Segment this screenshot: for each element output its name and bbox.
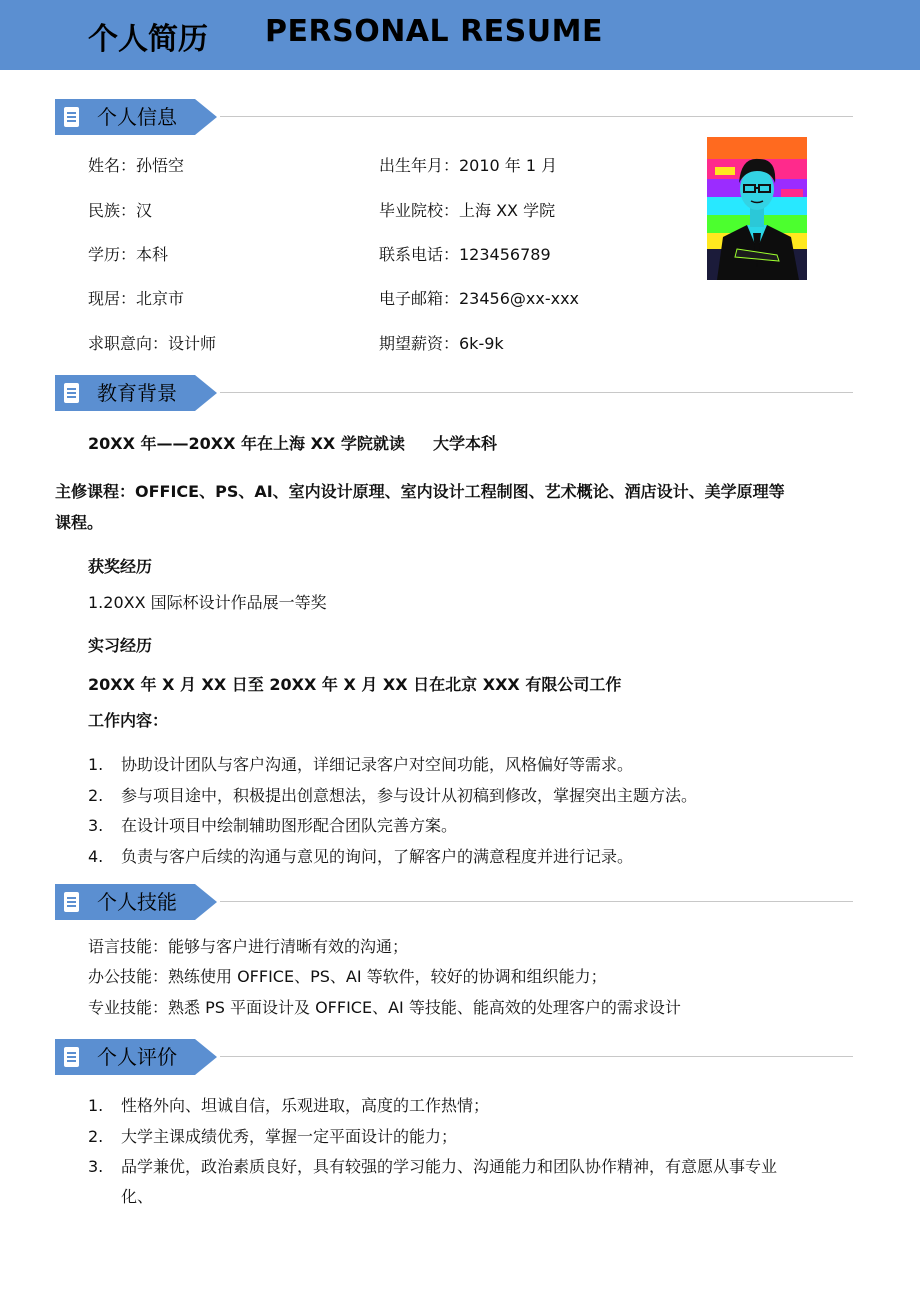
education-courses-line1: 主修课程：OFFICE、PS、AI、室内设计原理、室内设计工程制图、艺术概论、酒店设计、美学原理等 xyxy=(55,482,785,501)
work-item-number: 4. xyxy=(88,847,104,866)
section-divider xyxy=(220,1056,853,1057)
section-title-education: 教育背景 xyxy=(97,381,177,405)
section-title-skills: 个人技能 xyxy=(97,890,177,914)
skill-professional: 专业技能：熟悉 PS 平面设计及 OFFICE、AI 等技能、能高效的处理客户的需求设计 xyxy=(88,998,681,1017)
section-header-info xyxy=(55,99,855,135)
work-item-number: 2. xyxy=(88,786,104,805)
work-content-title: 工作内容： xyxy=(88,711,169,730)
section-header-skills xyxy=(55,884,855,920)
resume-title-cn: 个人简历 xyxy=(88,22,208,57)
section-divider xyxy=(220,116,853,117)
info-name: 姓名：孙悟空 xyxy=(88,156,185,175)
section-title-evaluation: 个人评价 xyxy=(97,1045,177,1069)
work-item-text: 负责与客户后续的沟通与意见的询问，了解客户的满意程度并进行记录。 xyxy=(121,847,634,866)
info-job: 求职意向：设计师 xyxy=(88,334,217,353)
work-item-text: 在设计项目中绘制辅助图形配合团队完善方案。 xyxy=(121,816,458,835)
resume-title-en: PERSONAL RESUME xyxy=(265,14,603,49)
section-divider xyxy=(220,392,853,393)
evaluation-item-text-continued: 化、 xyxy=(121,1187,154,1206)
internship-title: 实习经历 xyxy=(88,636,153,655)
education-period: 20XX 年——20XX 年在上海 XX 学院就读 xyxy=(88,434,405,453)
work-item-number: 3. xyxy=(88,816,104,835)
info-salary: 期望薪资：6k-9k xyxy=(379,334,504,353)
awards-title: 获奖经历 xyxy=(88,557,153,576)
section-title-info: 个人信息 xyxy=(97,105,177,129)
notebook-icon xyxy=(64,1047,79,1067)
info-birth: 出生年月：2010 年 1 月 xyxy=(379,156,558,175)
evaluation-item-text: 品学兼优，政治素质良好，具有较强的学习能力、沟通能力和团队协作精神，有意愿从事专业 xyxy=(121,1157,778,1176)
info-school: 毕业院校：上海 XX 学院 xyxy=(379,201,556,220)
education-courses-line2: 课程。 xyxy=(55,513,104,532)
work-item-text: 协助设计团队与客户沟通，详细记录客户对空间功能，风格偏好等需求。 xyxy=(121,755,634,774)
skill-office: 办公技能：熟练使用 OFFICE、PS、AI 等软件，较好的协调和组织能力； xyxy=(88,967,607,986)
info-phone: 联系电话：123456789 xyxy=(379,245,551,264)
evaluation-item-text: 性格外向、坦诚自信，乐观进取，高度的工作热情； xyxy=(121,1096,490,1115)
work-item-text: 参与项目途中，积极提出创意想法，参与设计从初稿到修改，掌握突出主题方法。 xyxy=(121,786,698,805)
evaluation-item-number: 1. xyxy=(88,1096,104,1115)
work-item-number: 1. xyxy=(88,755,104,774)
info-email: 电子邮箱：23456@xx-xxx xyxy=(379,289,580,308)
notebook-icon xyxy=(64,892,79,912)
profile-photo xyxy=(707,137,807,280)
section-header-evaluation xyxy=(55,1039,855,1075)
evaluation-item-number: 2. xyxy=(88,1127,104,1146)
evaluation-item-number: 3. xyxy=(88,1157,104,1176)
internship-period: 20XX 年 X 月 XX 日至 20XX 年 X 月 XX 日在北京 XXX 有限公司工作 xyxy=(88,675,622,694)
skill-language: 语言技能：能够与客户进行清晰有效的沟通； xyxy=(88,937,409,956)
education-level: 大学本科 xyxy=(433,434,498,453)
section-divider xyxy=(220,901,853,902)
info-ethnicity: 民族：汉 xyxy=(88,201,153,220)
award-item: 1.20XX 国际杯设计作品展一等奖 xyxy=(88,593,327,612)
section-header-education xyxy=(55,375,855,411)
notebook-icon xyxy=(64,107,79,127)
header-banner xyxy=(0,0,920,70)
info-residence: 现居：北京市 xyxy=(88,289,185,308)
evaluation-item-text: 大学主课成绩优秀，掌握一定平面设计的能力； xyxy=(121,1127,458,1146)
notebook-icon xyxy=(64,383,79,403)
info-degree: 学历：本科 xyxy=(88,245,169,264)
